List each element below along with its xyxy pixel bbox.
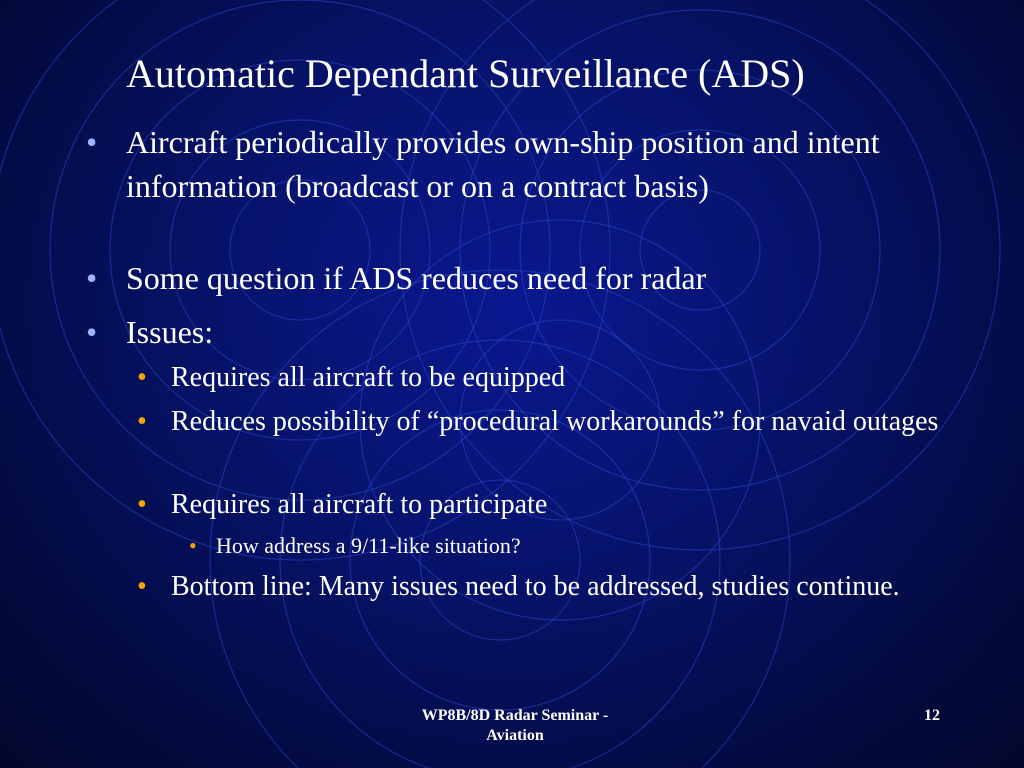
bullet-text: Aircraft periodically provides own-ship position and intent information (broadcast or on a contract basis): [126, 124, 880, 204]
sub-bullet-item: [137, 486, 961, 524]
sub-bullet-text: Reduces possibility of “procedural workarounds” for navaid outages: [171, 406, 939, 437]
sub-bullet-item: [137, 403, 961, 441]
slide-number: 12: [924, 707, 940, 724]
footer-line-1: WP8B/8D Radar Seminar -: [421, 707, 609, 724]
sub-sub-bullet-icon: •: [189, 533, 197, 558]
bullet-item: [86, 256, 926, 300]
sub-bullet-text: Requires all aircraft to participate: [171, 489, 548, 520]
sub-sub-bullet-text: How address a 9/11-like situation?: [216, 533, 521, 558]
footer-line-2: Aviation: [486, 727, 544, 744]
bullet-item: [86, 120, 926, 208]
sub-bullet-item: [137, 568, 961, 606]
bullet-icon: •: [86, 260, 98, 296]
slide-title: Automatic Dependant Surveillance (ADS): [126, 51, 805, 96]
bullet-icon: •: [86, 124, 98, 160]
sub-bullet-text: Requires all aircraft to be equipped: [171, 362, 566, 393]
sub-bullet-icon: •: [137, 362, 147, 393]
footer-presentation-title: [380, 706, 650, 746]
sub-bullet-text: Bottom line: Many issues need to be addressed, studies continue.: [171, 571, 900, 602]
sub-bullet-icon: •: [137, 406, 147, 437]
bullet-text: Some question if ADS reduces need for radar: [126, 260, 707, 296]
bullet-item: [86, 310, 926, 354]
bullet-icon: •: [86, 314, 98, 350]
sub-bullet-icon: •: [137, 489, 147, 520]
sub-bullet-item: [137, 359, 961, 397]
sub-sub-bullet-item: [189, 531, 916, 561]
bullet-text: Issues:: [126, 314, 214, 350]
sub-bullet-icon: •: [137, 571, 147, 602]
